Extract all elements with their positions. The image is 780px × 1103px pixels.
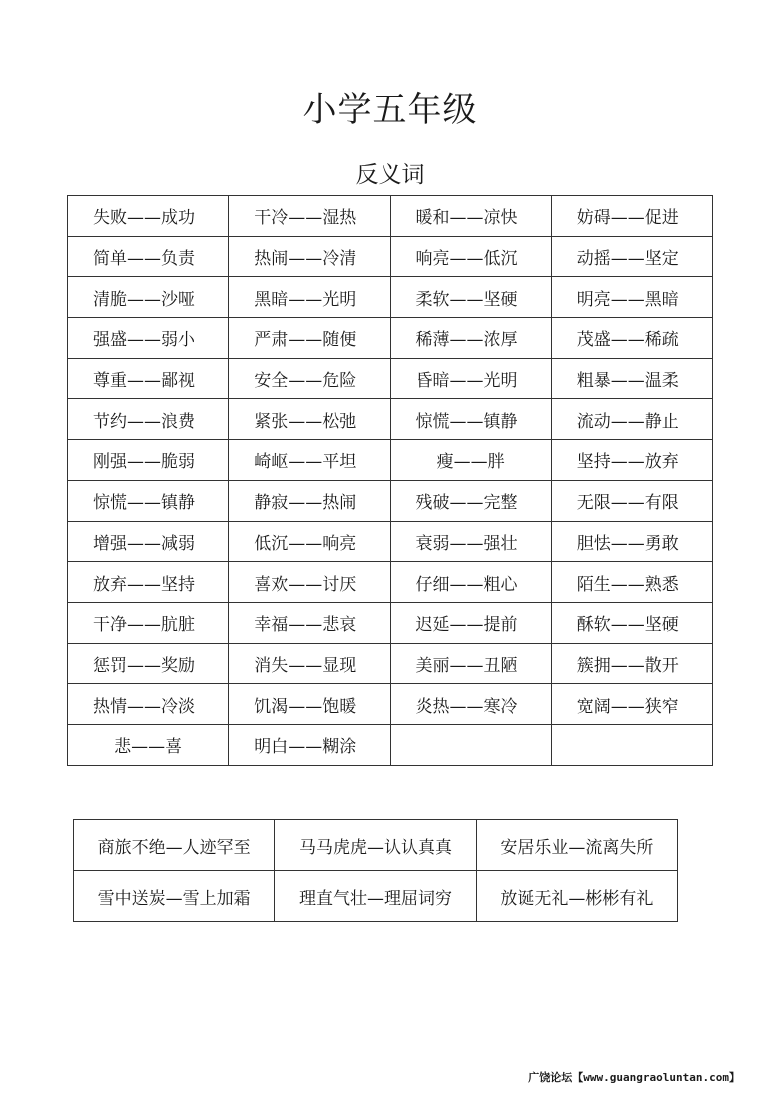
table-row bbox=[68, 643, 713, 684]
table-row bbox=[68, 521, 713, 562]
antonym-cell: 放弃——坚持 bbox=[68, 562, 229, 603]
antonym-cell: 尊重——鄙视 bbox=[68, 358, 229, 399]
antonym-cell: 酥软——坚硬 bbox=[551, 602, 712, 643]
antonym-cell: 明白——糊涂 bbox=[229, 724, 390, 765]
antonym-cell: 陌生——熟悉 bbox=[551, 562, 712, 603]
antonym-cell: 无限——有限 bbox=[551, 480, 712, 521]
antonym-cell: 低沉——响亮 bbox=[229, 521, 390, 562]
antonym-cell bbox=[390, 724, 551, 765]
table-row bbox=[68, 358, 713, 399]
antonym-cell: 粗暴——温柔 bbox=[551, 358, 712, 399]
antonym-cell: 妨碍——促进 bbox=[551, 196, 712, 237]
antonym-cell: 干净——肮脏 bbox=[68, 602, 229, 643]
antonym-cell: 昏暗——光明 bbox=[390, 358, 551, 399]
page-title: 小学五年级 bbox=[302, 90, 478, 130]
table-row bbox=[68, 440, 713, 481]
table-row bbox=[68, 684, 713, 725]
antonym-cell: 坚持——放弃 bbox=[551, 440, 712, 481]
antonym-table bbox=[67, 195, 713, 766]
idiom-cell: 马马虎虎—认认真真 bbox=[275, 820, 476, 871]
antonym-cell: 热情——冷淡 bbox=[68, 684, 229, 725]
antonym-cell: 柔软——坚硬 bbox=[390, 277, 551, 318]
antonym-cell: 清脆——沙哑 bbox=[68, 277, 229, 318]
table-row bbox=[68, 318, 713, 359]
antonym-cell: 强盛——弱小 bbox=[68, 318, 229, 359]
antonym-cell: 消失——显现 bbox=[229, 643, 390, 684]
antonym-cell: 刚强——脆弱 bbox=[68, 440, 229, 481]
antonym-cell bbox=[551, 724, 712, 765]
antonym-cell: 悲——喜 bbox=[68, 724, 229, 765]
antonym-cell: 仔细——粗心 bbox=[390, 562, 551, 603]
antonym-cell: 安全——危险 bbox=[229, 358, 390, 399]
antonym-cell: 失败——成功 bbox=[68, 196, 229, 237]
idiom-cell: 雪中送炭—雪上加霜 bbox=[74, 871, 275, 922]
antonym-cell: 热闹——冷清 bbox=[229, 236, 390, 277]
antonym-cell: 暖和——凉快 bbox=[390, 196, 551, 237]
antonym-cell: 节约——浪费 bbox=[68, 399, 229, 440]
antonym-cell: 胆怯——勇敢 bbox=[551, 521, 712, 562]
antonym-cell: 静寂——热闹 bbox=[229, 480, 390, 521]
antonym-cell: 动摇——坚定 bbox=[551, 236, 712, 277]
table-row bbox=[68, 602, 713, 643]
antonym-cell: 响亮——低沉 bbox=[390, 236, 551, 277]
idiom-table bbox=[73, 819, 678, 922]
idiom-cell: 放诞无礼—彬彬有礼 bbox=[476, 871, 677, 922]
antonym-cell: 黑暗——光明 bbox=[229, 277, 390, 318]
antonym-cell: 稀薄——浓厚 bbox=[390, 318, 551, 359]
table-row bbox=[74, 820, 678, 871]
antonym-cell: 炎热——寒冷 bbox=[390, 684, 551, 725]
antonym-cell: 簇拥——散开 bbox=[551, 643, 712, 684]
table-row bbox=[68, 277, 713, 318]
antonym-cell: 简单——负责 bbox=[68, 236, 229, 277]
antonym-cell: 宽阔——狭窄 bbox=[551, 684, 712, 725]
antonym-cell: 美丽——丑陋 bbox=[390, 643, 551, 684]
table-row bbox=[74, 871, 678, 922]
antonym-cell: 紧张——松弛 bbox=[229, 399, 390, 440]
antonym-cell: 幸福——悲哀 bbox=[229, 602, 390, 643]
antonym-cell: 茂盛——稀疏 bbox=[551, 318, 712, 359]
idiom-cell: 理直气壮—理屈词穷 bbox=[275, 871, 476, 922]
table-row bbox=[68, 562, 713, 603]
table-row bbox=[68, 480, 713, 521]
antonym-cell: 干冷——湿热 bbox=[229, 196, 390, 237]
page-subtitle: 反义词 bbox=[355, 162, 425, 188]
antonym-cell: 残破——完整 bbox=[390, 480, 551, 521]
antonym-cell: 增强——减弱 bbox=[68, 521, 229, 562]
antonym-cell: 瘦——胖 bbox=[390, 440, 551, 481]
antonym-cell: 流动——静止 bbox=[551, 399, 712, 440]
antonym-cell: 明亮——黑暗 bbox=[551, 277, 712, 318]
table-row bbox=[68, 724, 713, 765]
antonym-cell: 迟延——提前 bbox=[390, 602, 551, 643]
antonym-cell: 严肃——随便 bbox=[229, 318, 390, 359]
antonym-cell: 饥渴——饱暖 bbox=[229, 684, 390, 725]
idiom-cell: 安居乐业—流离失所 bbox=[476, 820, 677, 871]
antonym-cell: 喜欢——讨厌 bbox=[229, 562, 390, 603]
antonym-cell: 崎岖——平坦 bbox=[229, 440, 390, 481]
table-row bbox=[68, 399, 713, 440]
antonym-cell: 惊慌——镇静 bbox=[68, 480, 229, 521]
table-row bbox=[68, 236, 713, 277]
table-row bbox=[68, 196, 713, 237]
antonym-cell: 惊慌——镇静 bbox=[390, 399, 551, 440]
idiom-cell: 商旅不绝—人迹罕至 bbox=[74, 820, 275, 871]
footer-watermark: 广饶论坛【www.guangraoluntan.com】 bbox=[528, 1071, 740, 1084]
antonym-cell: 惩罚——奖励 bbox=[68, 643, 229, 684]
antonym-cell: 衰弱——强壮 bbox=[390, 521, 551, 562]
